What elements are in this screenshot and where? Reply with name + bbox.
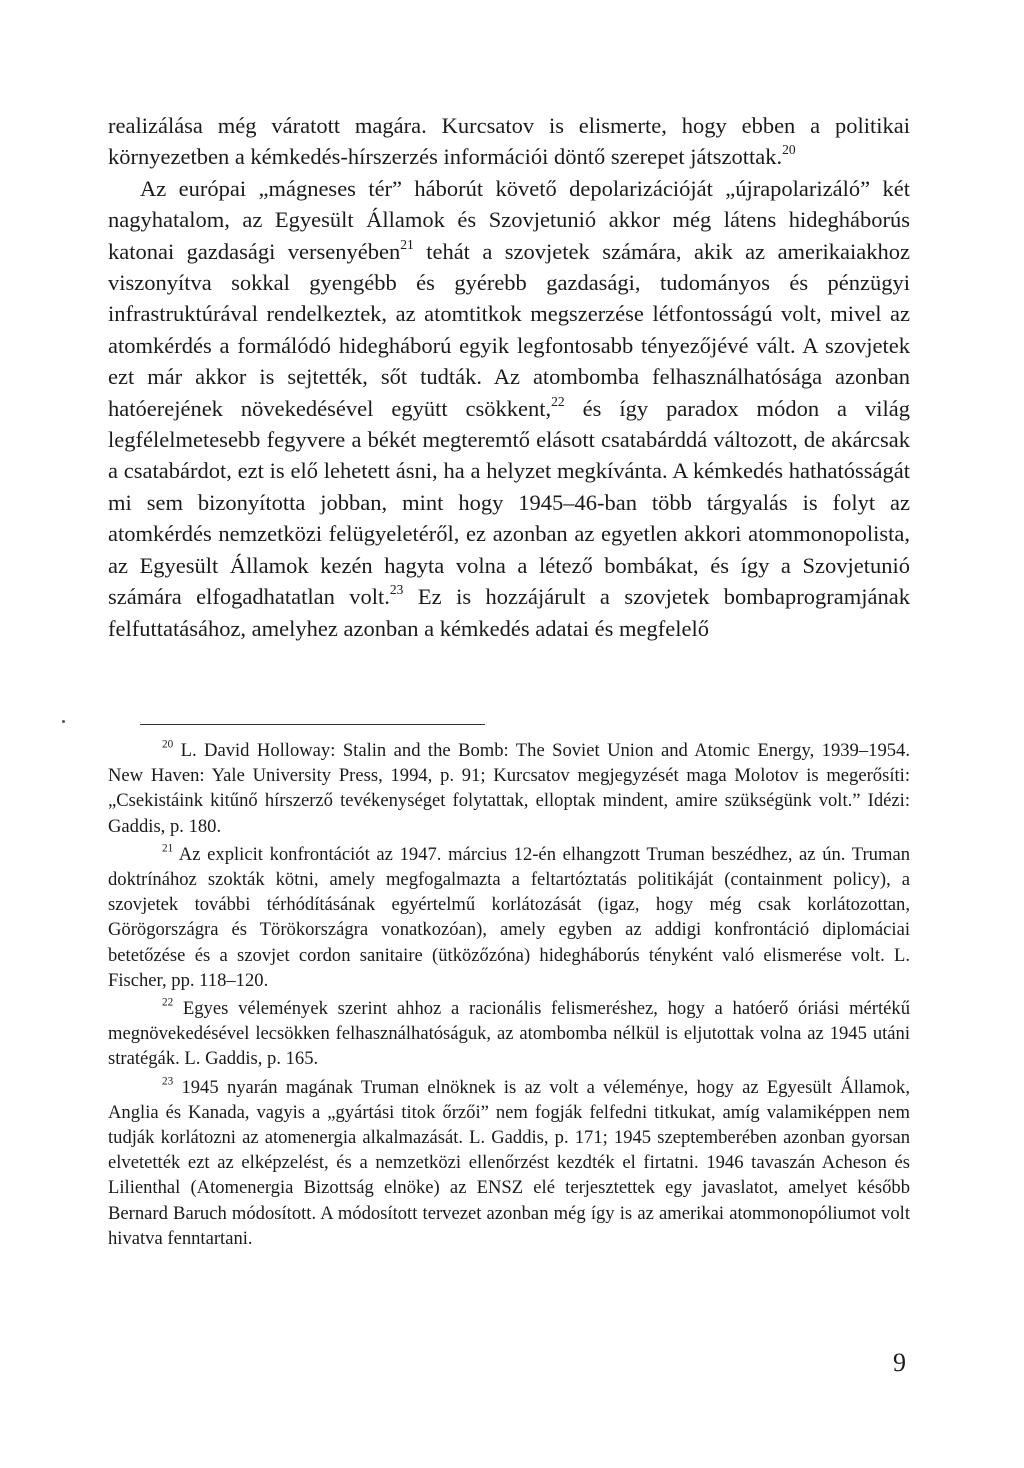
footnote-21 xyxy=(108,842,910,993)
footnote-23 xyxy=(108,1075,910,1251)
page-body xyxy=(108,110,910,644)
main-text xyxy=(108,110,910,644)
footnote-text: Az explicit konfrontációt az 1947. március 12-én elhangzott Truman beszédhez, az ún. Truman doktrínához szokták kötni, amely megfogalmazta a feltartóztatás politikáját (containment policy), a szovjetek további térhódításának egyértelmű korlátozását (igaz, hogy még csak korlátozottan, Görögországra és Törökországra vonatkozóan), amely egyben az addigi konfrontáció diplomáciai betetőzése és a szovjet cordon sanitaire (ütközőzóna) hidegháborús tényként való elismerése volt. L. Fischer, pp. 118–120. xyxy=(108,843,910,991)
footnote-number: 22 xyxy=(162,996,174,1009)
paragraph-1 xyxy=(108,110,910,173)
footnote-text: 1945 nyarán magának Truman elnöknek is az volt a véleménye, hogy az Egyesült Államok, Anglia és Kanada, vagyis a „gyártási titok őrzői” nem fogják felfedni titkukat, amíg valamiképpen nem tudják korlátozni az atomenergia alkalmazását. L. Gaddis, p. 171; 1945 szeptemberében azonban gyorsan elvetették ezt az elképzelést, és a nemzetközi ellenőrzést kezdték el firtatni. 1946 tavaszán Acheson és Lilienthal (Atomenergia Bizottság elnöke) az ENSZ elé terjesztettek egy javaslatot, amelyet később Bernard Baruch módosított. A módosított tervezet azonban még így is az amerikai atommonopóliumot volt hivatva fenntartani. xyxy=(108,1076,910,1249)
paragraph-1-text: realizálása még váratott magára. Kurcsatov is elismerte, hogy ebben a politikai környezetben a kémkedés-hírszerzés információi döntő szerepet játszottak. xyxy=(108,113,910,170)
paragraph-2-text-a: Az európai „mágneses tér” háborút követő depolarizációját „újrapolarizáló” két nagyhatalom, az Egyesült Államok és Szovjetunió akkor még látens hidegháborús katonai gazdasági versenyében xyxy=(108,175,910,264)
footnote-ref-21[interactable]: 21 xyxy=(400,236,414,252)
paragraph-2-text-c: és így paradox módon a világ legfélelmetesebb fegyvere a békét megteremtő elásott csatabárddá változott, de akárcsak a csatabárdot, ezt is elő lehetett ásni, ha a helyzet megkívánta. A kémkedés hathatósságát mi sem bizonyította jobban, mint hogy 1945–46-ban több tárgyalás is folyt az atomkérdés nemzetközi felügyeletéről, ez azonban az egyetlen akkori atommonopolista, az Egyesült Államok kezén hagyta volna a létező bombákat, és így a Szovjetunió számára elfogadhatatlan volt. xyxy=(108,395,911,610)
footnote-text: L. David Holloway: Stalin and the Bomb: The Soviet Union and Atomic Energy, 1939–1954. New Haven: Yale University Press, 1994, p. 91; Kurcsatov megjegyzését maga Molotov is megerősíti: „Csekistáink kitűnő hírszerző tevékenységet folytattak, elloptak mindent, amire szükségünk volt.” Idézi: Gaddis, p. 180. xyxy=(108,740,910,837)
footnote-20 xyxy=(108,738,910,839)
footnote-ref-20[interactable]: 20 xyxy=(782,142,796,158)
footnote-number: 20 xyxy=(162,738,174,751)
paragraph-2-text-b: tehát a szovjetek számára, akik az amerikaiakhoz viszonyítva sokkal gyengébb és gyérebb gazdasági, tudományos és pénzügyi infrastruktúrával rendelkeztek, az atomtitkok megszerzése létfontosságú volt, mivel az atomkérdés a formálódó hidegháború egyik legfontosabb tényezőjévé vált. A szovjetek ezt már akkor is sejtették, sőt tudták. Az atombomba felhasználhatósága azonban hatóerejének növekedésével együtt csökkent, xyxy=(108,238,910,421)
footnotes xyxy=(108,738,910,1254)
footnote-text: Egyes vélemények szerint ahhoz a racionális felismeréshez, hogy a hatóerő óriási mértékű megnövekedésével lecsökken felhasználhatóságuk, az atombomba nélkül is eljutottak volna az 1945 utáni stratégák. L. Gaddis, p. 165. xyxy=(108,998,910,1070)
footnote-number: 21 xyxy=(162,842,174,855)
footnote-number: 23 xyxy=(162,1075,174,1088)
footnote-ref-22[interactable]: 22 xyxy=(551,393,565,409)
paragraph-2-text-d: Ez is hozzájárult a szovjetek bombaprogramjának felfuttatásához, amelyhez azonban a kémkedés adatai és megfelelő xyxy=(108,584,910,641)
paragraph-2 xyxy=(108,173,910,644)
footnote-separator xyxy=(140,724,485,725)
page-number: 9 xyxy=(893,1348,906,1377)
footnote-22 xyxy=(108,996,910,1072)
footnote-ref-23[interactable]: 23 xyxy=(389,581,404,597)
scan-speck xyxy=(62,720,65,723)
